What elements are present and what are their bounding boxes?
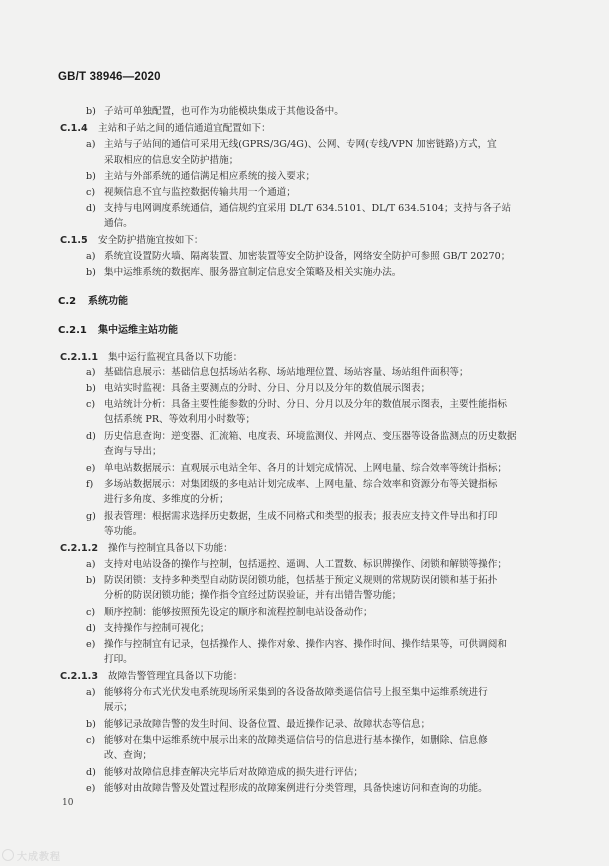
- section-title: 集中运维主站功能: [98, 325, 178, 336]
- item-text: 支持对电站设备的操作与控制，包括遥控、遥调、人工置数、标识牌操作、闭锁和解锁等操作；: [104, 559, 507, 570]
- item-text: 主站与子站间的通信可采用无线(GPRS/3G/4G)、公网、专网(专线/VPN 加密链路)方式，宜: [104, 139, 497, 150]
- item-text-cont: 查询与导出；: [104, 446, 162, 457]
- item-text-cont: 采取相应的信息安全防护措施；: [104, 155, 239, 166]
- item-text: 系统宜设置防火墙、隔离装置、加密装置等安全防护设备，网络安全防护可参照 GB/T 20270；: [104, 251, 511, 262]
- watermark-text: 大成教程: [17, 852, 61, 863]
- clause-text: 安全防护措施宜按如下：: [98, 235, 204, 246]
- item-text-cont: 展示；: [104, 702, 133, 713]
- item-label: e): [86, 783, 96, 794]
- item-label: g): [86, 511, 96, 522]
- item-label: a): [86, 139, 96, 150]
- item-text: 防误闭锁：支持多种类型自动防误闭锁功能，包括基于预定义规则的常规防误闭锁和基于拓扑: [104, 575, 498, 586]
- clause-text: 主站和子站之间的通信通道宜配置如下：: [98, 123, 271, 134]
- item-label: e): [86, 639, 96, 650]
- item-text: 基础信息展示：基础信息包括场站名称、场站地理位置、场站容量、场站组件面积等；: [104, 367, 469, 378]
- item-text: 多场站数据展示：对集团级的多电站计划完成率、上网电量、综合效率和资源分布等关键指标: [104, 479, 498, 490]
- item-text: 能够对在集中运维系统中展示出来的故障类遥信信号的信息进行基本操作，如删除、信息修: [104, 735, 488, 746]
- item-text-cont: 通信。: [104, 218, 133, 229]
- item-text: 顺序控制：能够按照预先设定的顺序和流程控制电站设备动作；: [104, 607, 373, 618]
- item-label: b): [86, 171, 96, 182]
- watermark: [2, 848, 61, 863]
- item-label: d): [86, 203, 96, 214]
- watermark-logo-icon: [2, 849, 14, 861]
- item-label: a): [86, 367, 96, 378]
- item-text-cont: 分析的防误闭锁功能；操作指令宜经过防误验证，并有出错告警功能；: [104, 590, 402, 601]
- item-text: 支持操作与控制可视化；: [104, 623, 210, 634]
- item-text: 视频信息不宜与监控数据传输共用一个通道；: [104, 187, 296, 198]
- item-text: 历史信息查询：逆变器、汇流箱、电度表、环境监测仪、并网点、变压器等设备监测点的历史数据: [104, 431, 517, 442]
- item-label: a): [86, 251, 96, 262]
- item-label: b): [86, 719, 96, 730]
- standard-header: GB/T 38946—2020: [58, 71, 161, 83]
- clause-number: C.1.5: [60, 235, 88, 246]
- item-text: 集中运维系统的数据库、服务器宜制定信息安全策略及相关实施办法。: [104, 267, 402, 278]
- item-label: a): [86, 559, 96, 570]
- item-text: 单电站数据展示：直观展示电站全年、各月的计划完成情况、上网电量、综合效率等统计指标；: [104, 463, 507, 474]
- item-text: 能够对由故障告警及处置过程形成的故障案例进行分类管理，具备快速访问和查询的功能。: [104, 783, 488, 794]
- item-text: 电站实时监视：具备主要测点的分时、分日、分月以及分年的数值展示图表；: [104, 383, 431, 394]
- item-label: b): [86, 383, 96, 394]
- item-text: 子站可单独配置，也可作为功能模块集成于其他设备中。: [104, 106, 344, 117]
- item-label: f): [86, 479, 94, 490]
- clause-number: C.2.1.3: [60, 671, 99, 682]
- item-label: d): [86, 623, 96, 634]
- clause-text: 集中运行监视宜具备以下功能：: [108, 352, 243, 363]
- item-text: 操作与控制宜有记录，包括操作人、操作对象、操作内容、操作时间、操作结果等，可供调阅和: [104, 639, 507, 650]
- item-label: d): [86, 431, 96, 442]
- clause-number: C.2.1.1: [60, 352, 99, 363]
- item-label: b): [86, 106, 96, 117]
- item-label: c): [86, 607, 96, 618]
- item-label: b): [86, 267, 96, 278]
- clause-number: C.1.4: [60, 123, 88, 134]
- clause-number: C.2.1.2: [60, 543, 99, 554]
- item-text: 报表管理：根据需求选择历史数据，生成不同格式和类型的报表；报表应支持文件导出和打印: [104, 511, 498, 522]
- item-label: d): [86, 767, 96, 778]
- item-text: 能够对故障信息排查解决完毕后对故障造成的损失进行评估；: [104, 767, 364, 778]
- item-text-cont: 打印。: [104, 654, 133, 665]
- item-text-cont: 等功能。: [104, 526, 143, 537]
- item-label: c): [86, 735, 96, 746]
- item-text: 能够将分布式光伏发电系统现场所采集到的各设备故障类遥信信号上报至集中运维系统进行: [104, 687, 488, 698]
- item-text-cont: 进行多角度、多维度的分析；: [104, 494, 229, 505]
- item-text-cont: 包括系统 PR、等效利用小时数等；: [104, 414, 256, 425]
- item-text: 主站与外部系统的通信满足相应系统的接入要求；: [104, 171, 316, 182]
- item-text-cont: 改、查询；: [104, 750, 152, 761]
- item-text: 电站统计分析：具备主要性能参数的分时、分日、分月以及分年的数值展示图表，主要性能指标: [104, 399, 507, 410]
- clause-text: 故障告警管理宜具备以下功能：: [108, 671, 243, 682]
- section-number: C.2.1: [58, 325, 87, 336]
- section-number: C.2: [58, 296, 77, 307]
- item-label: c): [86, 187, 96, 198]
- item-text: 能够记录故障告警的发生时间、设备位置、最近操作记录、故障状态等信息；: [104, 719, 431, 730]
- item-label: a): [86, 687, 96, 698]
- section-title: 系统功能: [88, 296, 128, 307]
- clause-text: 操作与控制宜具备以下功能：: [108, 543, 233, 554]
- item-text: 支持与电网调度系统通信，通信规约宜采用 DL/T 634.5101、DL/T 634.5104；支持与各子站: [104, 203, 512, 214]
- page-number: 10: [62, 798, 74, 808]
- item-label: b): [86, 575, 96, 586]
- item-label: e): [86, 463, 96, 474]
- item-label: c): [86, 399, 96, 410]
